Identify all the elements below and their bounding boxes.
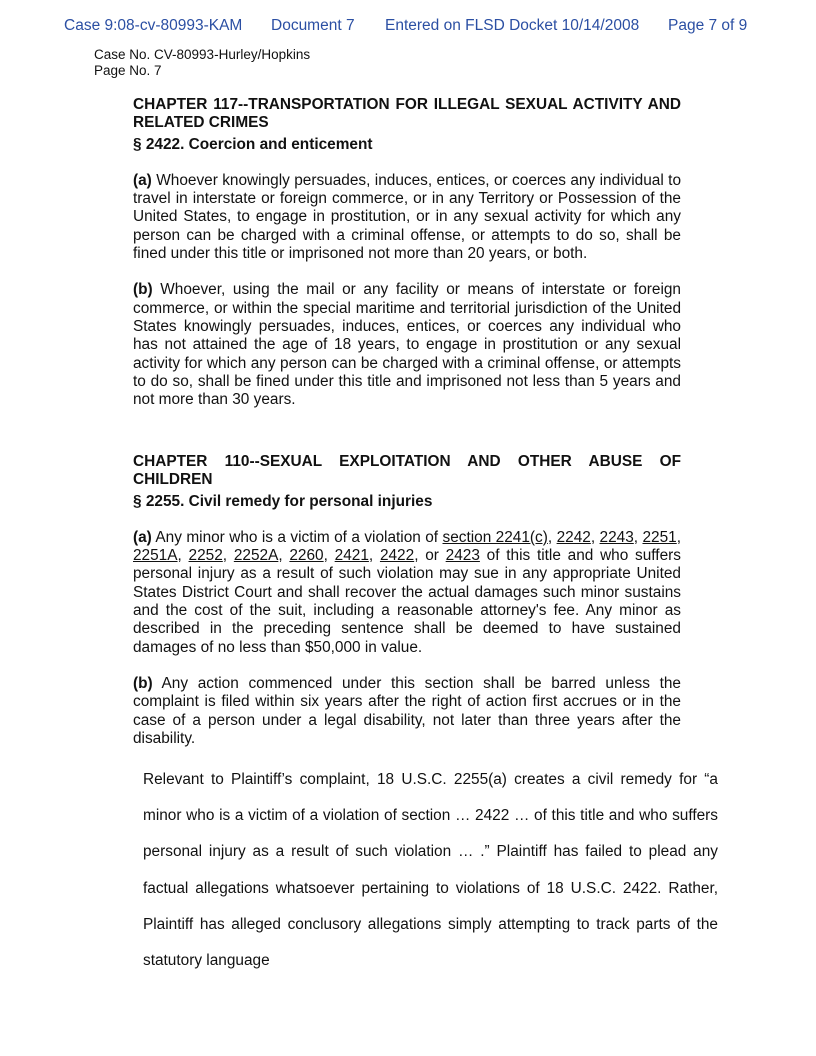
subsection-text: Whoever knowingly persuades, induces, entices, or coerces any individual to travel in interstate or foreign commerce, or in any Territory or Possession of the United States, to engage in prostitution, or in any sexual activity for which any person can be charged with a criminal offense, or attempts to do so, shall be fined under this title or imprisoned not more than 20 years, or both.: [133, 171, 682, 263]
statute-link[interactable]: 2423: [445, 547, 480, 565]
case-number: Case No. CV-80993-Hurley/Hopkins: [94, 47, 311, 62]
statute-link[interactable]: 2422: [379, 547, 415, 565]
statute-link[interactable]: section 2241(c): [442, 528, 548, 546]
page-number: Page No. 7: [94, 63, 162, 78]
section-2255-subsection-a: (a) Any minor who is a victim of a violation of section 2241(c), 2242, 2243, 2251, 2251A, 2252, 2252A, 2260, 2421, 2422, or 2423 of this title and who suffers personal injury as a result of such violation may sue in any appropriate United States District Court and shall recover the actual damages such minor sustains and the cost of the suit, including a reasonable attorney's fee. Any minor as described in the preceding sentence shall be deemed to have sustained damages of no less than $50,000 in value.: [133, 528, 682, 656]
statute-link[interactable]: 2252A: [233, 547, 279, 565]
argument-paragraph: [93, 762, 718, 979]
statute-link[interactable]: 2252: [188, 547, 223, 565]
chapter-117-heading: CHAPTER 117--TRANSPORTATION FOR ILLEGAL SEXUAL ACTIVITY AND RELATED CRIMES: [133, 96, 681, 132]
case-reference: [94, 47, 310, 79]
chapter-110-block: [133, 453, 681, 748]
docket-entry-date: Entered on FLSD Docket 10/14/2008: [385, 17, 640, 34]
subsection-label: (a): [133, 528, 152, 546]
docket-page-number: Page 7 of 9: [668, 17, 748, 34]
argument-text: Relevant to Plaintiff’s complaint, 18 U.S.C. 2255(a) creates a civil remedy for “a minor who is a victim of a violation of section … 2422 … of this title and who suffers personal injury as a result of such violation … .” Plaintiff has failed to plead any factual allegations whatsoever pertaining to violations of 18 U.S.C. 2422. Rather, Plaintiff has alleged conclusory allegations simply attempting to track parts of the statutory language: [143, 771, 718, 970]
docket-case-number: Case 9:08-cv-80993-KAM: [64, 17, 243, 34]
section-2422-title: § 2422. Coercion and enticement: [133, 135, 373, 153]
statute-link[interactable]: 2251: [642, 528, 677, 546]
section-2422-subsection-a: [133, 172, 681, 263]
subsection-text: Whoever, using the mail or any facility or means of interstate or foreign commerce, or within the special maritime and territorial jurisdiction of the United States knowingly persuades, induces, entices, or coerces any individual who has not attained the age of 18 years, to engage in prostitution or any sexual activity for which any person can be charged with a criminal offense, or attempts to do so, shall be fined under this title and imprisoned not less than 5 years and not more than 30 years.: [133, 281, 681, 409]
docket-document-number: Document 7: [271, 17, 355, 34]
statute-link[interactable]: 2251A: [133, 547, 178, 565]
subsection-intro: Any minor who is a victim of a violation of: [155, 528, 439, 546]
section-2255-subsection-b: [133, 675, 681, 748]
section-2422-subsection-b: [133, 281, 681, 409]
chapter-110-heading: CHAPTER 110--SEXUAL EXPLOITATION AND OTHER ABUSE OF CHILDREN: [133, 453, 681, 489]
statute-link[interactable]: 2260: [289, 547, 324, 565]
chapter-117-block: [133, 96, 681, 409]
subsection-text: Any action commenced under this section shall be barred unless the complaint is filed within six years after the right of action first accrues or in the case of a person under a legal disability, not later than three years after the disability.: [133, 674, 681, 747]
statute-link[interactable]: 2421: [334, 547, 369, 565]
subsection-label: (b): [133, 281, 153, 299]
statute-link[interactable]: 2243: [599, 528, 634, 546]
subsection-label: (a): [133, 171, 152, 189]
subsection-label: (b): [133, 674, 153, 692]
subsection-text: of this title and who suffers personal injury as a result of such violation may sue in any appropriate United States District Court and shall recover the actual damages such minor sustains and the cost of the suit, including a reasonable attorney's fee. Any minor as described in the preceding sentence shall be deemed to have sustained damages of no less than $50,000 in value.: [133, 547, 681, 656]
section-2255-title: § 2255. Civil remedy for personal injuries: [133, 492, 433, 510]
statute-link[interactable]: 2242: [556, 528, 591, 546]
